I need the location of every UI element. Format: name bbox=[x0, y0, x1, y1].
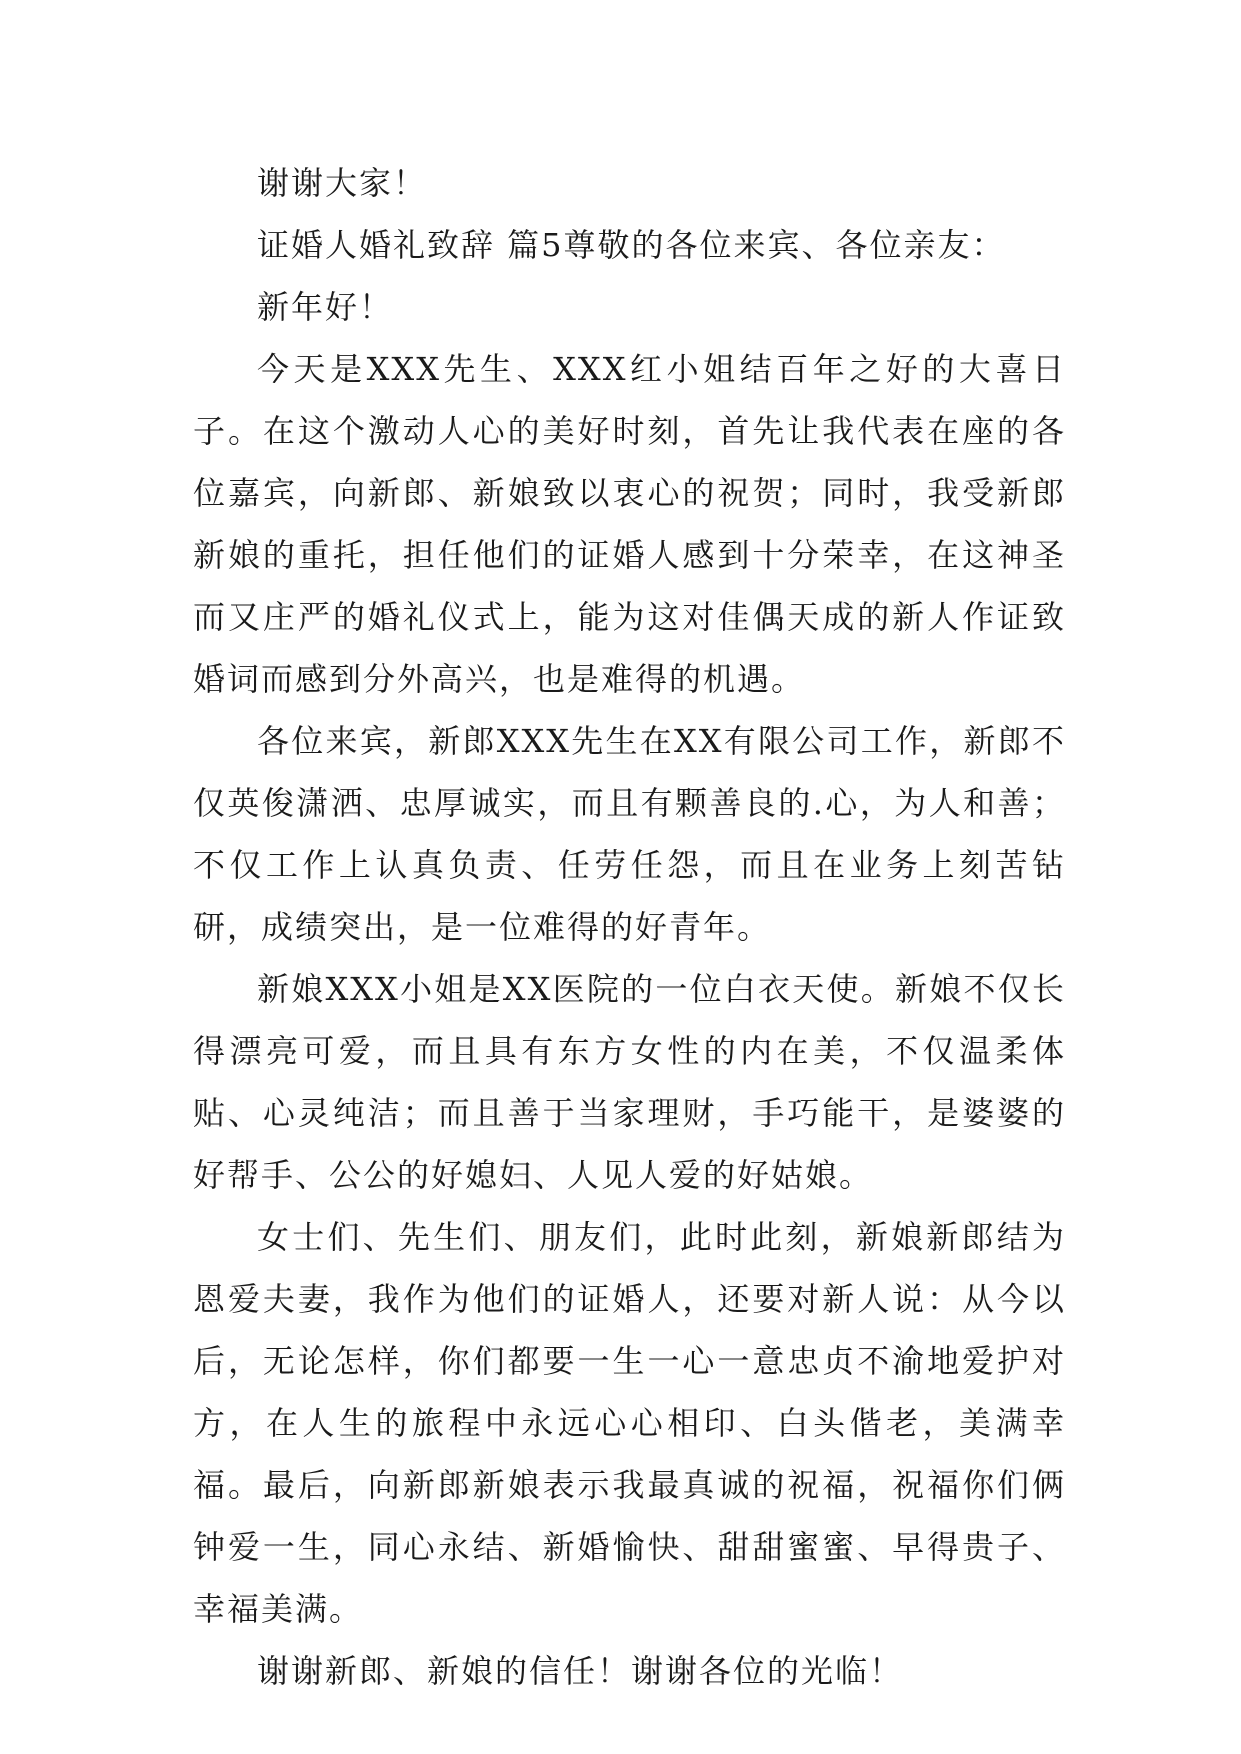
paragraph-bride-intro: 新娘XXX小姐是XX医院的一位白衣天使。新娘不仅长得漂亮可爱，而且具有东方女性的内在美，不仅温柔体贴、心灵纯洁；而且善于当家理财，手巧能干，是婆婆的好帮手、公公的好媳妇、人见人爱的好姑娘。 bbox=[193, 970, 1066, 1194]
paragraph-thanks-all: 谢谢大家！ bbox=[257, 164, 428, 202]
paragraph-new-year-greeting: 新年好！ bbox=[257, 288, 394, 326]
document-body bbox=[193, 152, 1066, 1702]
paragraph-heading-salutation: 证婚人婚礼致辞 篇5尊敬的各位来宾、各位亲友： bbox=[257, 226, 1006, 264]
paragraph-groom-intro: 各位来宾，新郎XXX先生在XX有限公司工作，新郎不仅英俊潇洒、忠厚诚实，而且有颗善良的.心，为人和善；不仅工作上认真负责、任劳任怨，而且在业务上刻苦钻研，成绩突出，是一位难得的好青年。 bbox=[193, 722, 1066, 946]
paragraph-blessing: 女士们、先生们、朋友们，此时此刻，新娘新郎结为恩爱夫妻，我作为他们的证婚人，还要对新人说：从今以后，无论怎样，你们都要一生一心一意忠贞不渝地爱护对方，在人生的旅程中永远心心相印、白头偕老，美满幸福。最后，向新郎新娘表示我最真诚的祝福，祝福你们俩钟爱一生，同心永结、新婚愉快、甜甜蜜蜜、早得贵子、幸福美满。 bbox=[193, 1218, 1066, 1628]
paragraph-wedding-day: 今天是XXX先生、XXX红小姐结百年之好的大喜日子。在这个激动人心的美好时刻，首先让我代表在座的各位嘉宾，向新郎、新娘致以衷心的祝贺；同时，我受新郎新娘的重托，担任他们的证婚人感到十分荣幸，在这神圣而又庄严的婚礼仪式上，能为这对佳偶天成的新人作证致婚词而感到分外高兴，也是难得的机遇。 bbox=[193, 350, 1066, 698]
paragraph-closing-thanks: 谢谢新郎、新娘的信任！谢谢各位的光临！ bbox=[257, 1652, 904, 1690]
